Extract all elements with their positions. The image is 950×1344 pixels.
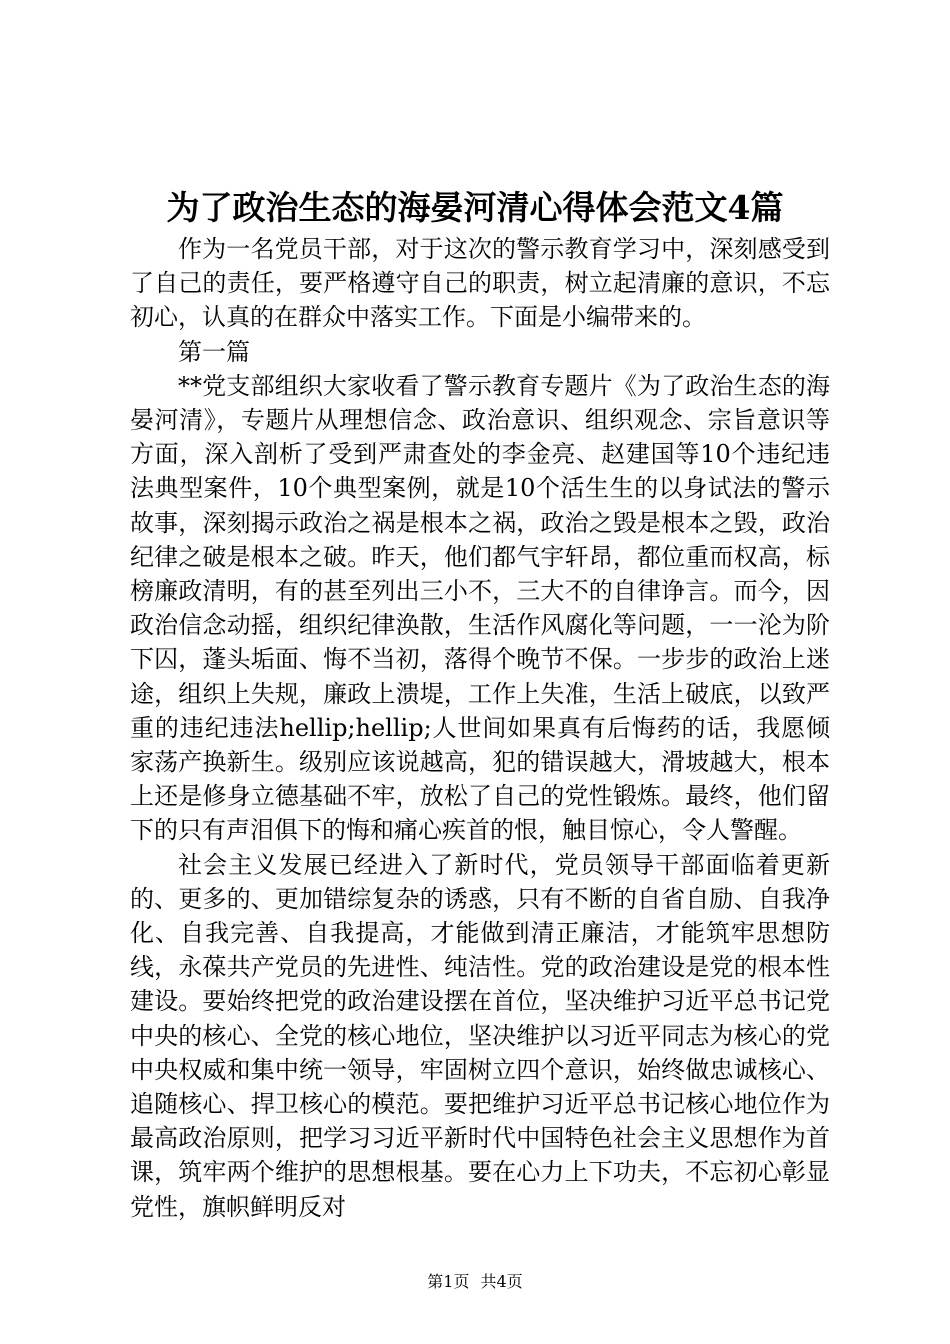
document-title: 为了政治生态的海晏河清心得体会范文4篇 [166, 188, 784, 227]
page-total: 共4页 [480, 1272, 523, 1291]
page-footer [0, 1272, 950, 1292]
page-number: 第1页 [427, 1272, 470, 1291]
section-heading: 第一篇 [178, 337, 250, 366]
body-paragraph: 社会主义发展已经进入了新时代，党员领导干部面临着更新的、更多的、更加错综复杂的诱惑，只有不断的自省自励、自我净化、自我完善、自我提高，才能做到清正廉洁，才能筑牢思想防线，永葆共产党员的先进性、纯洁性。党的政治建设是党的根本性建设。要始终把党的政治建设摆在首位，坚决维护习近平总书记党中央的核心、全党的核心地位，坚决维护以习近平同志为核心的党中央权威和集中统一领导，牢固树立四个意识，始终做忠诚核心、追随核心、捍卫核心的模范。要把维护习近平总书记核心地位作为最高政治原则，把学习习近平新时代中国特色社会主义思想作为首课，筑牢两个维护的思想根基。要在心力上下功夫，不忘初心彰显党性，旗帜鲜明反对 [130, 850, 830, 1221]
body-paragraph: **党支部组织大家收看了警示教育专题片《为了政治生态的海晏河清》，专题片从理想信念、政治意识、组织观念、宗旨意识等方面，深入剖析了受到严肃查处的李金亮、赵建国等10个违纪违法典型案件，10个典型案例，就是10个活生生的以身试法的警示故事，深刻揭示政治之祸是根本之祸，政治之毁是根本之毁，政治纪律之破是根本之破。昨天，他们都气宇轩昂，都位重而权高，标榜廉政清明，有的甚至列出三小不，三大不的自律诤言。而今，因政治信念动摇，组织纪律涣散，生活作风腐化等问题，一一沦为阶下囚，蓬头垢面、悔不当初，落得个晚节不保。一步步的政治上迷途，组织上失规，廉政上溃堤，工作上失准，生活上破底，以致严重的违纪违法hellip;hellip;人世间如果真有后悔药的话，我愿倾家荡产换新生。级别应该说越高，犯的错误越大，滑坡越大，根本上还是修身立德基础不牢，放松了自己的党性锻炼。最终，他们留下的只有声泪俱下的悔和痛心疾首的恨，触目惊心，令人警醒。 [130, 371, 830, 845]
document-body [130, 232, 830, 1224]
intro-paragraph: 作为一名党员干部，对于这次的警示教育学习中，深刻感受到了自己的责任，要严格遵守自己的职责，树立起清廉的意识，不忘初心，认真的在群众中落实工作。下面是小编带来的。 [130, 235, 830, 332]
